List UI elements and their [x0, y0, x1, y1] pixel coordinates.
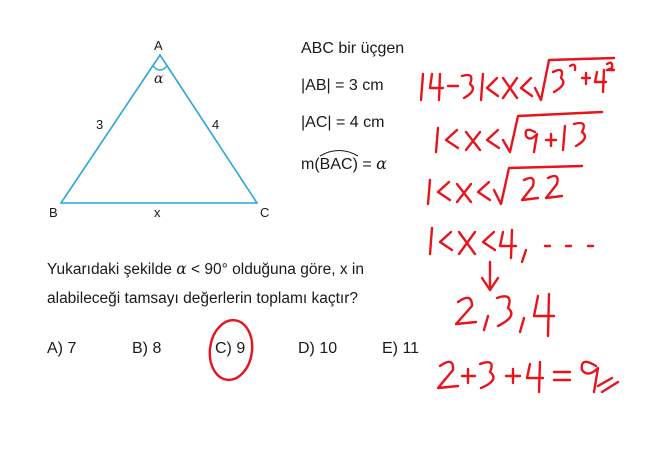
- angle-prefix: m(: [301, 156, 320, 173]
- angle-arc-letters: BAC: [319, 156, 353, 173]
- question-alpha: α: [176, 260, 187, 278]
- choice-c[interactable]: C) 9: [215, 340, 246, 357]
- handwriting-step4-strokes: [430, 228, 593, 262]
- given-line-4: [301, 154, 387, 174]
- side-ac-label: 4: [212, 117, 220, 132]
- handwriting-arrow: [482, 262, 498, 290]
- handwriting-step6-strokes: [438, 362, 618, 392]
- given-line-1: ABC bir üçgen: [301, 40, 405, 57]
- question-text-b: < 90° olduğuna göre, x in: [186, 261, 364, 278]
- side-ab-label: 3: [96, 117, 104, 132]
- choice-a[interactable]: A) 7: [47, 340, 77, 357]
- vertex-c-label: C: [260, 205, 270, 220]
- angle-alpha-label: α: [154, 71, 164, 87]
- angle-arc-text: [320, 156, 353, 174]
- handwriting-step1-strokes: [421, 58, 614, 100]
- vertex-b-label: B: [49, 205, 58, 220]
- angle-suffix: ) =: [352, 156, 377, 173]
- vertex-a-label: A: [154, 38, 163, 53]
- question-line-2: alabileceği tamsayı değerlerin toplamı kaçtır?: [47, 290, 359, 307]
- choice-e[interactable]: E) 11: [382, 340, 420, 357]
- question-text-a: Yukarıdaki şekilde: [47, 261, 177, 278]
- side-bc-label: x: [154, 205, 161, 220]
- arc-mark: [318, 147, 360, 157]
- given-line-3: |AC| = 4 cm: [301, 114, 385, 131]
- angle-arc: [153, 66, 167, 70]
- handwriting-step2-strokes: [436, 112, 602, 152]
- choice-d[interactable]: D) 10: [298, 340, 338, 357]
- given-line-2: |AB| = 3 cm: [301, 77, 384, 94]
- choice-b[interactable]: B) 8: [132, 340, 162, 357]
- angle-alpha: α: [376, 154, 387, 173]
- handwriting-step5-strokes: [456, 294, 554, 336]
- handwriting-step3-strokes: [428, 166, 582, 204]
- question-line-1: [47, 260, 364, 279]
